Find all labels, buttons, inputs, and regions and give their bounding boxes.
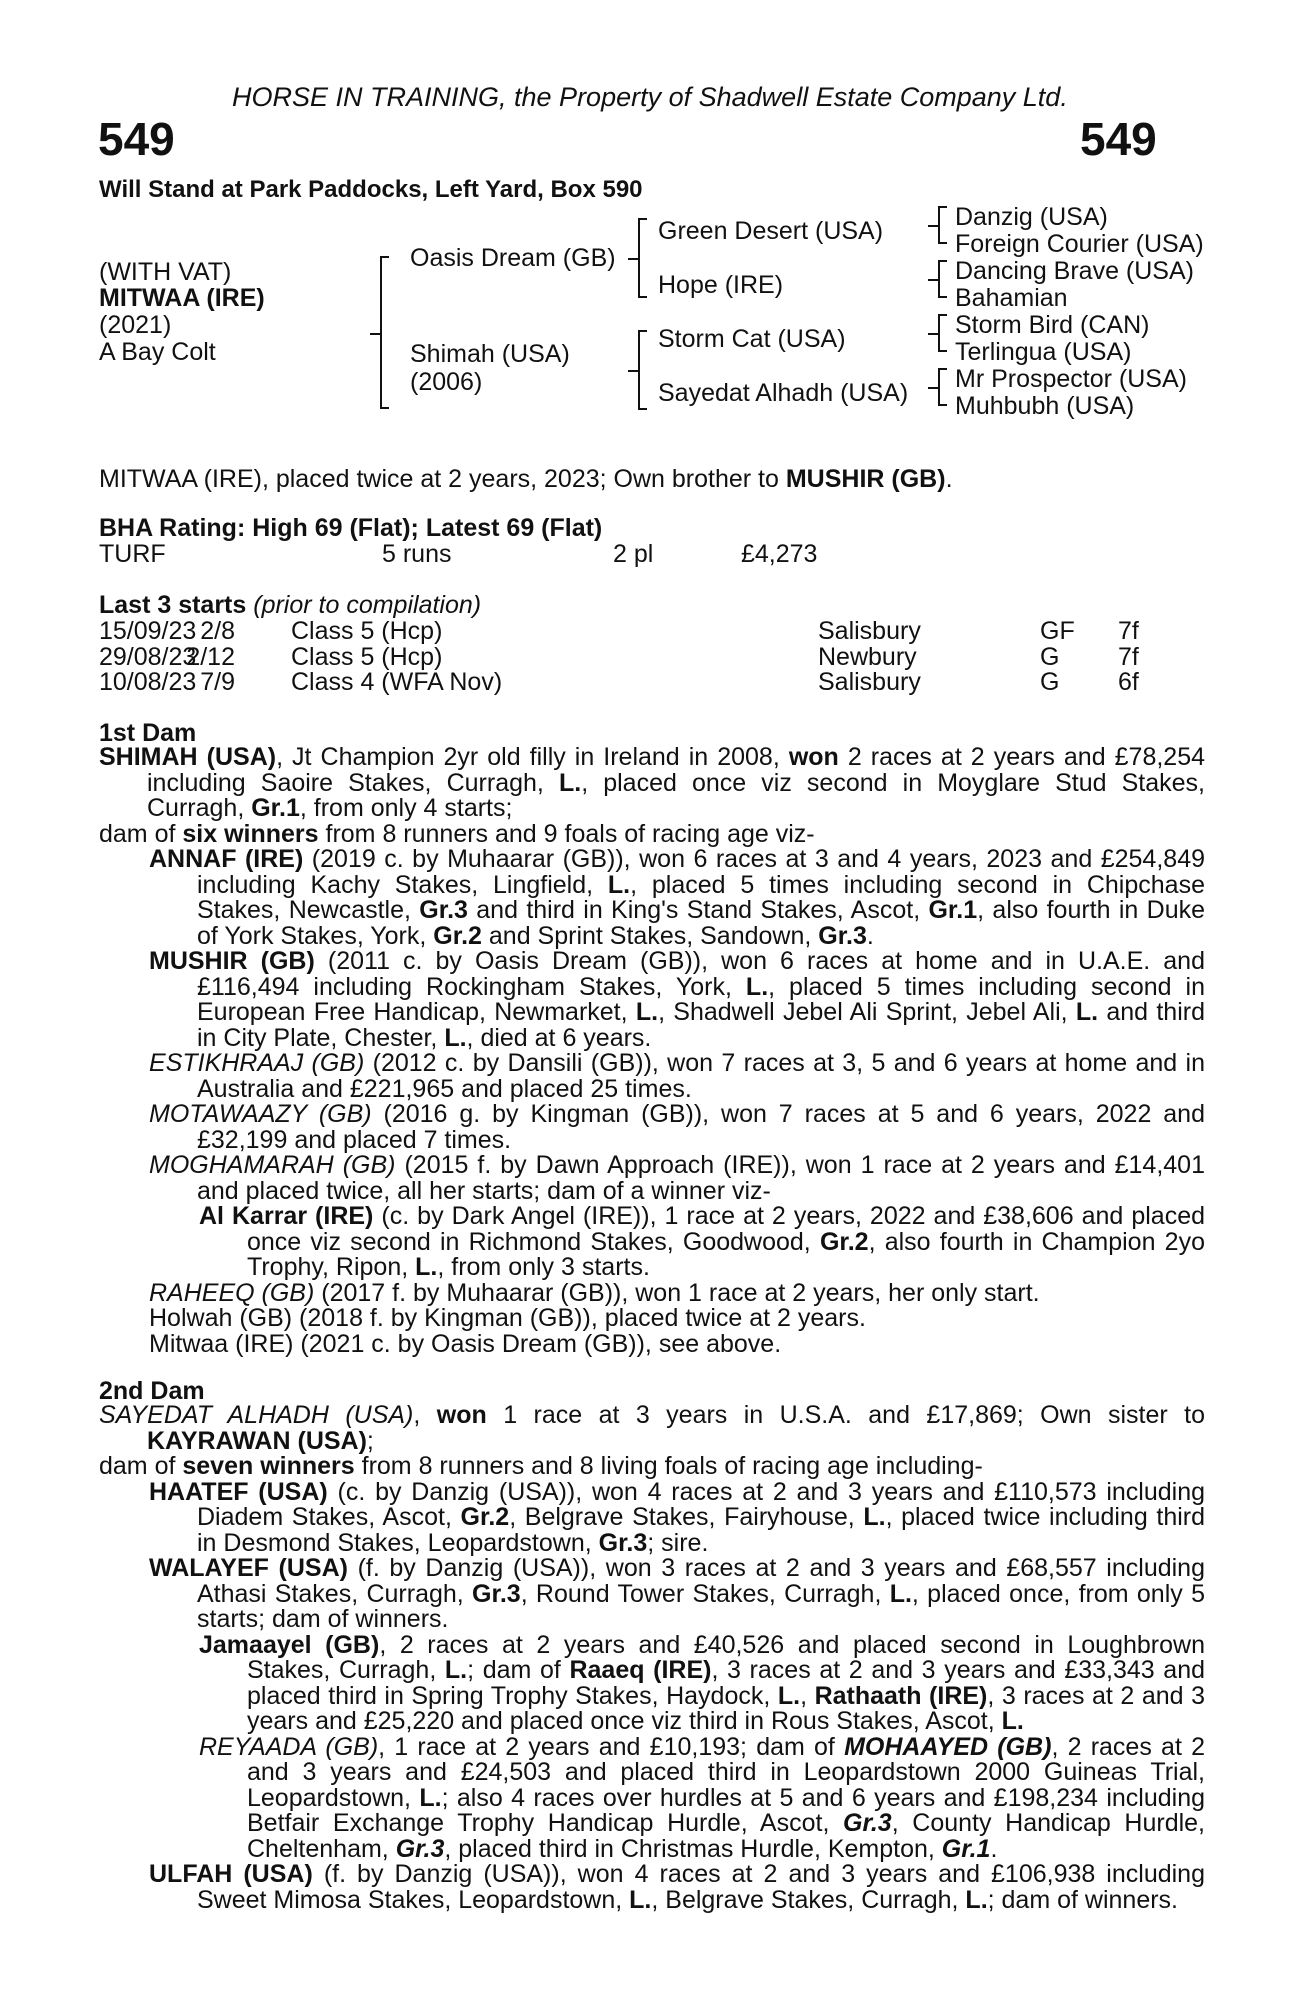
produce-jamaayel — [199, 1630, 1206, 1735]
text-run: ; dam of winners. — [987, 1885, 1178, 1914]
text-run: MUSHIR (GB) — [149, 947, 315, 975]
start-going: G — [1040, 668, 1060, 696]
text-run: Mitwaa (IRE) (2021 c. by Oasis Dream (GB)), see above. — [149, 1329, 782, 1358]
pedigree-dam-dam: Sayedat Alhadh (USA) — [658, 379, 909, 407]
text-run: Raaeq (IRE) — [569, 1656, 712, 1684]
pedigree-sdd: Bahamian — [955, 284, 1068, 312]
text-run: Gr.3 — [419, 896, 468, 924]
pedigree-ssd: Foreign Courier (USA) — [955, 230, 1204, 258]
text-run: , Belgrave Stakes, Fairyhouse, — [509, 1503, 864, 1531]
summary-line — [99, 466, 953, 492]
produce-al-karrar — [199, 1204, 1205, 1281]
text-run: Holwah (GB) (2018 f. by Kingman (GB)), placed twice at 2 years. — [149, 1304, 866, 1332]
text-run: and Sprint Stakes, Sandown, — [481, 921, 819, 950]
text-run: KAYRAWAN (USA) — [147, 1426, 367, 1455]
second-dam-produce-summary — [99, 1454, 1205, 1480]
summary-end: . — [945, 465, 953, 493]
first-dam-heading: 1st Dam — [99, 719, 197, 747]
text-run: , 1 race at 2 years and £10,193; dam of — [378, 1732, 845, 1761]
first-dam-intro — [99, 745, 1205, 822]
text-run: seven winners — [182, 1452, 355, 1480]
text-run: WALAYEF (USA) — [149, 1554, 348, 1582]
text-run: dam of — [99, 1452, 183, 1480]
text-run: L. — [607, 870, 631, 899]
text-run: 1 race at 3 years in U.S.A. and £17,869; Own sister to — [486, 1401, 1205, 1429]
text-run: REYAADA (GB) — [199, 1732, 379, 1761]
text-run: L. — [1001, 1707, 1024, 1735]
text-run: (2011 c. by Oasis Dream (GB)), won 6 races at home and in U.A.E. and £116,494 including Rockingham Stakes, York, — [197, 947, 1205, 1001]
text-run: Gr.3 — [818, 921, 867, 950]
text-run: L. — [745, 972, 769, 1001]
text-run: from 8 runners and 9 foals of racing age viz- — [318, 819, 815, 848]
text-run: , 3 races at 2 and 3 years and £33,343 and placed third in Spring Trophy Stakes, Haydock, — [247, 1656, 1206, 1710]
text-run: (2019 c. by Muhaarar (GB)), won 6 races at 3 and 4 years, 2023 and £254,849 including Kachy Stakes, Lingfield, — [197, 845, 1205, 899]
pedigree-ddd: Muhbubh (USA) — [955, 392, 1135, 420]
text-run: , Shadwell Jebel Ali Sprint, Jebel Ali, — [658, 998, 1076, 1026]
start-course: Newbury — [818, 642, 917, 671]
text-run: Gr.1 — [941, 1834, 991, 1863]
text-run: (c. by Dark Angel (IRE)), 1 race at 2 years, 2022 and £38,606 and placed once viz second in Richmond Stakes, Goodwood, — [247, 1202, 1206, 1256]
text-run: (2017 f. by Muhaarar (GB)), won 1 race at 2 years, her only start. — [314, 1278, 1040, 1307]
text-run: Gr.3 — [598, 1528, 648, 1557]
text-run: L. — [419, 1783, 442, 1812]
pedigree-brace-ds — [938, 314, 940, 352]
start-date: 29/08/23 — [99, 642, 197, 671]
summary-brother: MUSHIR (GB) — [785, 465, 946, 493]
text-run: , placed once, from only 5 starts; dam of winners. — [197, 1579, 1205, 1633]
text-run: from 8 runners and 8 living foals of racing age including- — [354, 1452, 983, 1480]
produce-annaf — [149, 847, 1205, 949]
text-run: ULFAH (USA) — [149, 1860, 313, 1888]
text-run: . — [990, 1834, 998, 1863]
first-dam-produce-summary — [99, 819, 1205, 848]
bha-rating: BHA Rating: High 69 (Flat); Latest 69 (Flat) — [99, 514, 603, 542]
rating-runs: 5 runs — [382, 540, 452, 568]
text-run: (c. by Danzig (USA)), won 4 races at 2 and 3 years and £110,573 including Diadem Stakes, Ascot, — [197, 1477, 1206, 1531]
text-run: six winners — [182, 819, 319, 848]
pedigree-dss: Storm Bird (CAN) — [955, 311, 1150, 339]
text-run: , placed 5 times including second in European Free Handicap, Newmarket, — [197, 972, 1205, 1026]
pedigree-brace-sire — [638, 218, 640, 298]
text-run: won — [788, 743, 839, 771]
text-run: L. — [444, 1656, 468, 1684]
produce-reyaada — [199, 1732, 1206, 1863]
last-starts-note: (prior to compilation) — [253, 591, 482, 619]
text-run: ANNAF (IRE) — [149, 845, 304, 873]
vat-status: (WITH VAT) — [99, 258, 232, 286]
produce-ulfah — [149, 1862, 1205, 1913]
text-run: 2 races at 2 years and £78,254 including Saoire Stakes, Curragh, — [147, 743, 1206, 797]
pedigree-dam: Shimah (USA) — [410, 340, 570, 368]
rating-earnings: £4,273 — [741, 540, 818, 568]
page-header: HORSE IN TRAINING, the Property of Shadwell Estate Company Ltd. — [232, 82, 1068, 112]
start-date: 15/09/23 — [99, 617, 197, 645]
text-run: MOHAAYED (GB) — [844, 1732, 1052, 1761]
lot-number-left: 549 — [98, 113, 175, 165]
text-run: ; sire. — [647, 1528, 709, 1557]
pedigree-brace-main — [380, 256, 382, 409]
text-run: and third in City Plate, Chester, — [197, 998, 1205, 1052]
text-run: . — [866, 921, 874, 950]
second-dam-heading: 2nd Dam — [99, 1377, 205, 1405]
rating-placed: 2 pl — [613, 540, 654, 568]
start-distance: 6f — [1118, 668, 1139, 696]
horse-name: MITWAA (IRE) — [99, 284, 265, 312]
text-run: L. — [777, 1681, 801, 1710]
pedigree-sire-sire: Green Desert (USA) — [658, 217, 884, 245]
second-dam-intro — [99, 1403, 1205, 1454]
text-run: , 2 races at 2 years and £40,526 and placed second in Loughbrown Stakes, Curragh, — [247, 1630, 1205, 1684]
horse-year: (2021) — [99, 311, 172, 339]
text-run: ESTIKHRAAJ (GB) — [149, 1049, 365, 1077]
text-run: Rathaath (IRE) — [814, 1681, 988, 1710]
text-run: Al Karrar (IRE) — [199, 1202, 374, 1230]
text-run: , — [800, 1681, 815, 1710]
text-run: , 2 races at 2 and 3 years and £24,503 and placed third in Leopardstown 2000 Guineas Trial, Leopardstown, — [247, 1732, 1205, 1812]
text-run: , placed once viz second in Moyglare Stud Stakes, Curragh, — [147, 768, 1205, 822]
text-run: , Round Tower Stakes, Curragh, — [520, 1579, 890, 1608]
last-starts-title: Last 3 starts — [99, 591, 247, 619]
text-run: Jamaayel (GB) — [199, 1630, 380, 1659]
text-run: (f. by Danzig (USA)), won 4 races at 2 and 3 years and £106,938 including Sweet Mimosa Stakes, Leopardstown, — [197, 1860, 1205, 1914]
pedigree-sds: Dancing Brave (USA) — [955, 257, 1194, 285]
text-run: MOGHAMARAH (GB) — [149, 1151, 396, 1179]
text-run: , from only 3 starts. — [437, 1253, 650, 1281]
text-run: L. — [889, 1579, 912, 1608]
text-run: Gr.3 — [472, 1579, 521, 1608]
text-run: , County Handicap Hurdle, Cheltenham, — [247, 1809, 1206, 1863]
start-distance: 7f — [1118, 642, 1139, 671]
text-run: Gr.3 — [843, 1809, 892, 1837]
produce-moghamarah — [149, 1153, 1205, 1204]
text-run: HAATEF (USA) — [149, 1477, 328, 1506]
text-run: SHIMAH (USA) — [99, 743, 277, 771]
pedigree-sire-dam: Hope (IRE) — [658, 271, 784, 299]
text-run: , Jt Champion 2yr old filly in Ireland in 2008, — [276, 743, 789, 771]
text-run: , also fourth in Duke of York Stakes, York, — [197, 896, 1206, 950]
text-run: ; also 4 races over hurdles at 5 and 6 years and £198,234 including Betfair Exchange Trophy Handicap Hurdle, Ascot, — [247, 1783, 1205, 1837]
text-run: dam of — [99, 819, 183, 848]
text-run: (2015 f. by Dawn Approach (IRE)), won 1 race at 2 years and £14,401 and placed twice, all her starts; dam of a winner viz- — [197, 1151, 1205, 1205]
pedigree-brace-ss — [938, 206, 940, 244]
pedigree-sire: Oasis Dream (GB) — [410, 244, 616, 272]
text-run: (f. by Danzig (USA)), won 3 races at 2 and 3 years and £68,557 including Athasi Stakes, Curragh, — [197, 1554, 1205, 1608]
text-run: , from only 4 starts; — [299, 794, 513, 822]
start-course: Salisbury — [818, 617, 921, 645]
text-run: , placed 5 times including second in Chipchase Stakes, Newcastle, — [197, 870, 1205, 924]
text-run: L. — [965, 1885, 988, 1914]
text-run: Gr.2 — [433, 921, 482, 950]
text-run: Gr.3 — [395, 1834, 445, 1863]
start-date: 10/08/23 — [99, 668, 197, 696]
start-going: GF — [1040, 617, 1075, 645]
text-run: , — [413, 1401, 437, 1429]
produce-raheeq — [149, 1278, 1205, 1307]
start-position: 7/9 — [200, 668, 235, 696]
pedigree-sss: Danzig (USA) — [955, 203, 1108, 231]
produce-estikhraaj — [149, 1051, 1205, 1102]
text-run: , 3 races at 2 and 3 years and £25,220 and placed once viz third in Rous Stakes, Ascot, — [247, 1681, 1205, 1735]
text-run: , placed twice including third in Desmond Stakes, Leopardstown, — [197, 1503, 1206, 1557]
text-run: Gr.2 — [819, 1227, 869, 1256]
text-run: Gr.1 — [928, 896, 978, 924]
start-position: 2/8 — [200, 617, 235, 645]
text-run: ; — [366, 1426, 374, 1455]
text-run: SAYEDAT ALHADH (USA) — [99, 1401, 414, 1429]
text-run: ; dam of — [467, 1656, 570, 1684]
start-race: Class 5 (Hcp) — [291, 617, 443, 645]
pedigree-brace-dam — [638, 330, 640, 410]
pedigree-dds: Mr Prospector (USA) — [955, 365, 1187, 393]
start-race: Class 5 (Hcp) — [291, 642, 443, 671]
first-dam-section — [99, 745, 1205, 1357]
second-dam-section — [99, 1403, 1205, 1913]
produce-mitwaa — [149, 1329, 1205, 1358]
start-going: G — [1040, 642, 1060, 671]
produce-motawaazy — [149, 1102, 1205, 1153]
text-run: Gr.1 — [251, 794, 300, 822]
text-run: , died at 6 years. — [466, 1023, 652, 1052]
produce-walayef — [149, 1556, 1205, 1633]
summary-text: MITWAA (IRE), placed twice at 2 years, 2023; Own brother to — [99, 465, 786, 493]
stand-location: Will Stand at Park Paddocks, Left Yard, Box 590 — [99, 176, 643, 203]
text-run: Gr.2 — [460, 1503, 510, 1531]
text-run: L. — [629, 1885, 652, 1914]
produce-mushir — [149, 949, 1205, 1051]
text-run: L. — [635, 998, 659, 1026]
pedigree-dsd: Terlingua (USA) — [955, 338, 1132, 366]
start-race: Class 4 (WFA Nov) — [291, 668, 503, 696]
lot-number-right: 549 — [1080, 113, 1157, 165]
text-run: won — [436, 1401, 487, 1429]
pedigree-brace-sd — [938, 260, 940, 298]
pedigree-dam-sire: Storm Cat (USA) — [658, 325, 846, 353]
text-run: (2016 g. by Kingman (GB)), won 7 races at 5 and 6 years, 2022 and £32,199 and placed 7 times. — [197, 1100, 1205, 1154]
rating-surface: TURF — [99, 540, 166, 568]
text-run: MOTAWAAZY (GB) — [149, 1100, 372, 1128]
pedigree-dam-year: (2006) — [410, 368, 483, 396]
text-run: , also fourth in Champion 2yo Trophy, Ripon, — [247, 1227, 1205, 1281]
text-run: RAHEEQ (GB) — [149, 1278, 315, 1307]
last-starts-heading — [99, 592, 481, 618]
produce-holwah — [149, 1306, 1205, 1332]
pedigree-brace-dd — [938, 368, 940, 406]
horse-description: A Bay Colt — [99, 338, 216, 366]
text-run: L. — [558, 768, 582, 797]
start-position: 2/12 — [186, 642, 235, 671]
start-distance: 7f — [1118, 617, 1139, 645]
text-run: L. — [1075, 998, 1099, 1026]
text-run: and third in King's Stand Stakes, Ascot, — [467, 896, 929, 924]
text-run: (2012 c. by Dansili (GB)), won 7 races at 3, 5 and 6 years at home and in Australia and £221,965 and placed 25 times. — [197, 1049, 1206, 1103]
text-run: , Belgrave Stakes, Curragh, — [651, 1885, 966, 1914]
text-run: , placed third in Christmas Hurdle, Kempton, — [444, 1834, 942, 1863]
produce-haatef — [149, 1477, 1206, 1557]
start-course: Salisbury — [818, 668, 921, 696]
text-run: L. — [444, 1023, 467, 1052]
text-run: L. — [415, 1253, 438, 1281]
text-run: L. — [863, 1503, 886, 1531]
